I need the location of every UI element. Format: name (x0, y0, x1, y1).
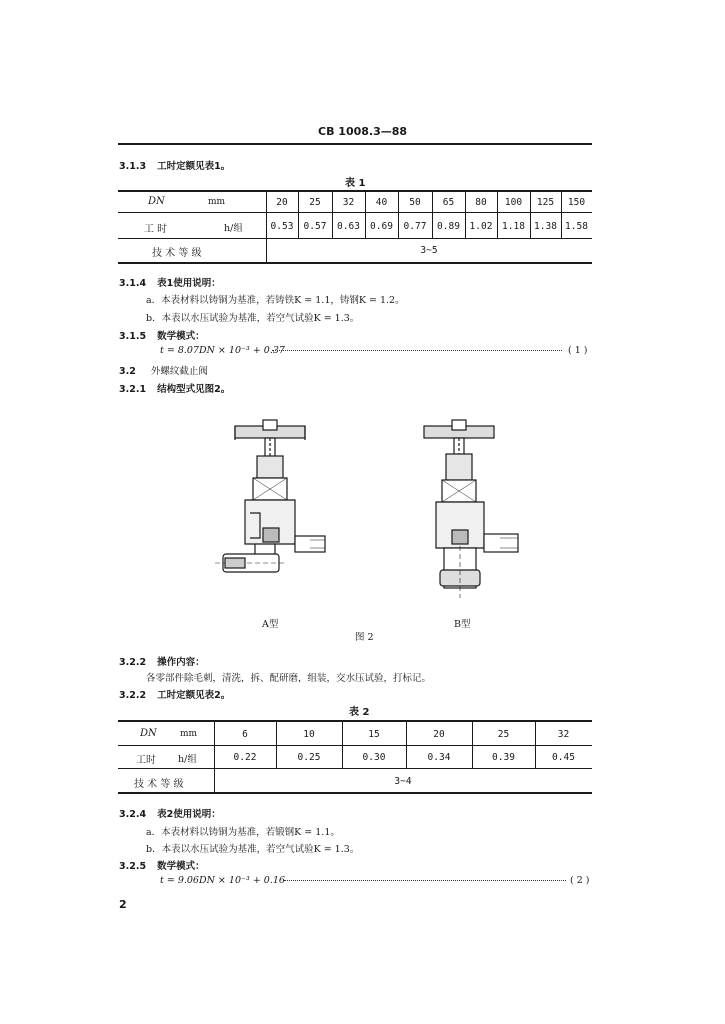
table1-hours-cell: 1.02 (469, 221, 493, 232)
table1-hours-cell: 1.18 (502, 221, 525, 232)
table1-dn-cell: 125 (536, 197, 555, 208)
section-3-2-2 (119, 654, 205, 668)
section-3-2-1 (119, 381, 230, 395)
header-rule (118, 143, 592, 145)
table1-hours-cell: 0.89 (437, 221, 460, 232)
table2-row-rule (118, 745, 592, 746)
section-number: 3.2 (119, 366, 136, 377)
table1-bottom-rule (118, 262, 592, 264)
section-3-1-3 (119, 158, 230, 172)
leader-dots (284, 880, 566, 881)
table2-dn-label: DN (140, 728, 157, 739)
table1-dn-cell: 100 (504, 197, 523, 208)
section-number: 3.2.4 (119, 809, 147, 820)
section-3-2-3 (119, 687, 230, 701)
table2-dn-cell: 6 (242, 729, 248, 740)
table1-hours-cell: 0.57 (303, 221, 327, 232)
table2-bottom-rule (118, 792, 592, 794)
table2-hours-cell: 0.25 (297, 752, 321, 763)
section-number: 3.1.5 (119, 331, 147, 342)
section-number: 3.1.3 (119, 161, 147, 172)
table1-dn-cell: 25 (309, 197, 321, 208)
table2-hours-cell: 0.45 (552, 752, 575, 763)
table1-hours-unit: h/组 (224, 223, 243, 234)
section-title: 表2使用说明： (157, 809, 221, 820)
table1-dn-cell: 20 (276, 197, 288, 208)
table2-dn-cell: 32 (557, 729, 570, 740)
section-number: 3.2.2 (119, 690, 147, 701)
table1-dn-cell: 80 (475, 197, 487, 208)
formula-2: t = 9.06DN × 10⁻³ + 0.16 (160, 875, 285, 886)
table1-row-rule (118, 238, 592, 239)
table1-dn-cell: 150 (567, 197, 586, 208)
table2-dn-cell: 25 (497, 729, 510, 740)
section-title: 表1使用说明： (157, 278, 221, 289)
table2-grade-label: 技 术 等 级 (134, 779, 184, 790)
table2-dn-cell: 10 (303, 729, 315, 740)
section-text: 工时定额见表2。 (157, 690, 231, 701)
table1-grade-label: 技 术 等 级 (152, 248, 202, 259)
table2-dn-cell: 20 (433, 729, 445, 740)
table2-hours-cell: 0.22 (233, 752, 257, 763)
table1-dn-cell: 32 (342, 197, 355, 208)
section-text: 工时定额见表1。 (157, 161, 231, 172)
section-3-1-5 (119, 328, 205, 342)
section-3-2 (119, 363, 208, 377)
page-number: 2 (119, 898, 127, 911)
section-3-2-4 (119, 806, 221, 820)
table2-hours-cell: 0.39 (492, 752, 515, 763)
table1-row-rule (118, 212, 592, 213)
section-title: 数学模式： (157, 331, 205, 342)
table1-hours-label: 工 时 (144, 224, 168, 235)
section-3-2-5 (119, 858, 205, 872)
formula-1: t = 8.07DN × 10⁻³ + 0.37 (160, 345, 285, 356)
table1-grade-value: 3~5 (420, 245, 438, 256)
table1-hours-cell: 1.38 (534, 221, 557, 232)
section-number: 3.2.5 (119, 861, 147, 872)
section-number: 3.2.1 (119, 384, 147, 395)
figure-label-b: B型 (454, 619, 471, 630)
table1-hours-cell: 1.58 (565, 221, 588, 232)
section-text: 结构型式见图2。 (157, 384, 231, 395)
section-text: 外螺纹截止阀 (150, 366, 208, 377)
valve-type-a-drawing (205, 418, 335, 618)
table1-dn-label: DN (148, 196, 165, 207)
table1-dn-unit: mm (208, 197, 226, 207)
table1-hours-cell: 0.69 (370, 221, 393, 232)
note-b: b．本表以水压试验为基准，若空气试验K = 1.3。 (146, 313, 360, 324)
standard-code: CB 1008.3—88 (318, 125, 408, 138)
section-number: 3.2.2 (119, 657, 147, 668)
note-a: a．本表材料以铸铜为基准，若锻钢K = 1.1。 (146, 827, 340, 838)
table1-hours-cell: 0.63 (337, 221, 360, 232)
section-3-1-4 (119, 275, 221, 289)
note-b: b．本表以水压试验为基准，若空气试验K = 1.3。 (146, 844, 360, 855)
note-a: a．本表材料以铸铜为基准，若铸铁K = 1.1，铸钢K = 1.2。 (146, 295, 405, 306)
table2-dn-unit: mm (180, 729, 198, 739)
table2-row-rule (118, 768, 592, 769)
equation-number: ( 1 ) (568, 345, 588, 356)
table2-hours-unit: h/组 (178, 754, 197, 765)
table2-dn-cell: 15 (368, 729, 380, 740)
section-title: 数学模式： (157, 861, 205, 872)
figure-label-a: A型 (262, 619, 279, 630)
section-number: 3.1.4 (119, 278, 147, 289)
section-title: 操作内容： (157, 657, 205, 668)
table2-top-rule (118, 720, 592, 722)
table2-hours-label: 工时 (136, 755, 156, 766)
table2-grade-value: 3~4 (394, 776, 412, 787)
table1-hours-cell: 0.53 (270, 221, 294, 232)
table2-hours-cell: 0.30 (362, 752, 386, 763)
figure-caption: 图 2 (355, 632, 374, 643)
table1-dn-cell: 40 (375, 197, 388, 208)
table1-title: 表 1 (345, 178, 366, 189)
table1-hours-cell: 0.77 (403, 221, 427, 232)
leader-dots (272, 350, 562, 351)
valve-type-b-drawing (400, 418, 530, 618)
equation-number: ( 2 ) (570, 875, 590, 886)
table2-hours-cell: 0.34 (427, 752, 451, 763)
table1-dn-cell: 50 (409, 197, 421, 208)
operation-text: 各零部件除毛刺，清洗，拆、配研磨，组装，交水压试验，打标记。 (146, 673, 432, 684)
table1-top-rule (118, 190, 592, 192)
table1-dn-cell: 65 (442, 197, 455, 208)
table2-title: 表 2 (349, 707, 370, 718)
